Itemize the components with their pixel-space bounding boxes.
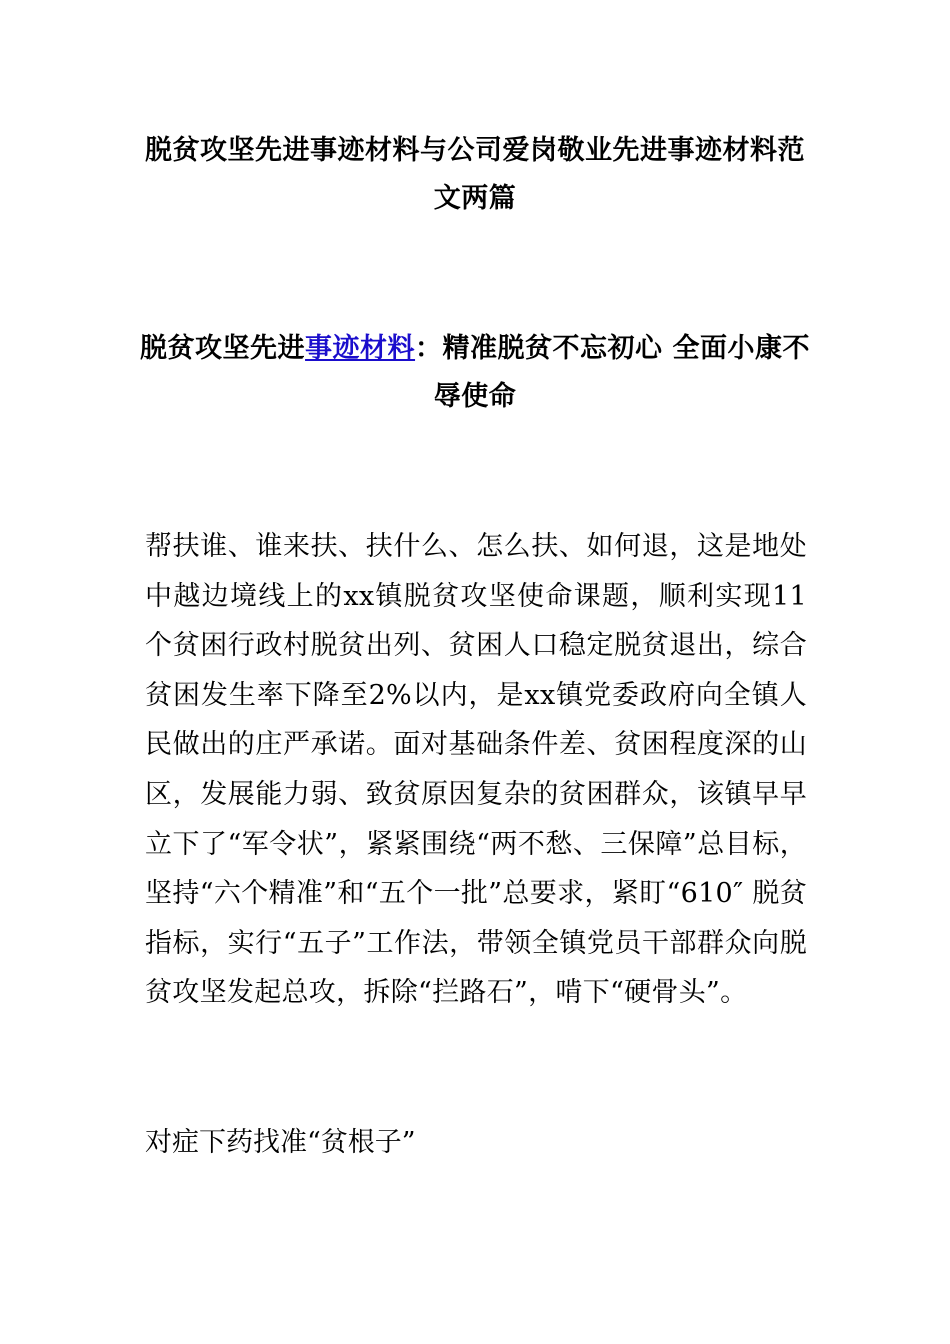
document-title: 脱贫攻坚先进事迹材料与公司爱岗敬业先进事迹材料范文两篇 [145,135,805,214]
document-subtitle [140,325,810,421]
subtitle-prefix: 脱贫攻坚先进 [140,333,306,364]
subtitle-suffix: ：精准脱贫不忘初心 全面小康不辱使命 [415,333,810,412]
subtitle-link[interactable]: 事迹材料 [305,333,416,364]
body-paragraph: 帮扶谁、谁来扶、扶什么、怎么扶、如何退，这是地处中越边境线上的xx镇脱贫攻坚使命课题，顺利实现11个贫困行政村脱贫出列、贫困人口稳定脱贫退出，综合贫困发生率下降至2%以内，是xx镇党委政府向全镇人民做出的庄严承诺。面对基础条件差、贫困程度深的山区，发展能力弱、致贫原因复杂的贫困群众，该镇早早立下了“军令状”，紧紧围绕“两不愁、三保障”总目标，坚持“六个精准”和“五个一批”总要求，紧盯“610″ 脱贫指标，实行“五子”工作法，带领全镇党员干部群众向脱贫攻坚发起总攻，拆除“拦路石”，啃下“硬骨头”。 [145,531,807,1009]
section-heading: 对症下药找准“贫根子” [145,1127,416,1158]
